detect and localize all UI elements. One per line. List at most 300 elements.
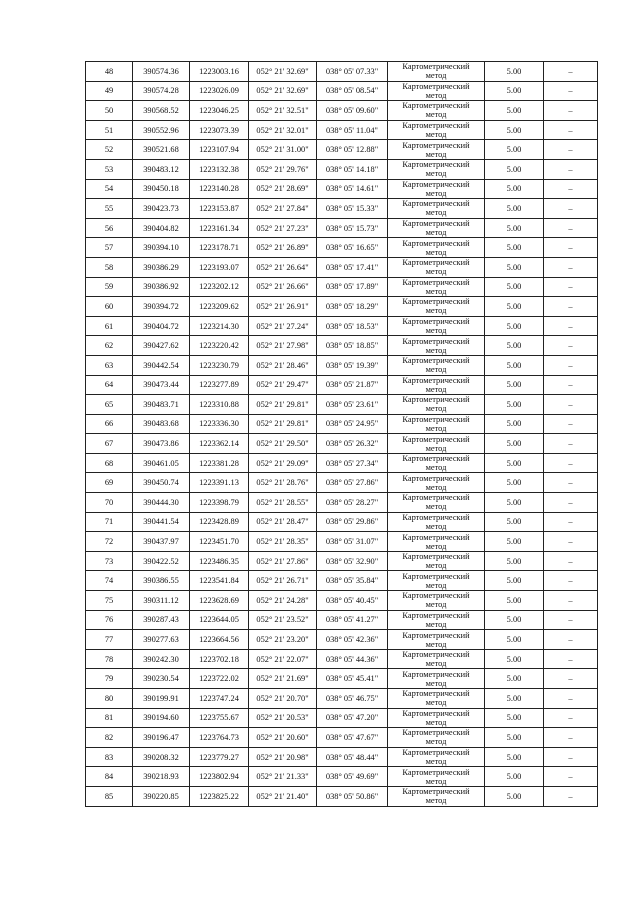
y-coordinate-cell: 1223277.89 bbox=[190, 375, 249, 395]
point-number-cell: 77 bbox=[86, 630, 133, 650]
latitude-cell: 052° 21' 26.64" bbox=[249, 257, 317, 277]
method-label-line1: Картометрический bbox=[402, 199, 470, 209]
method-label-line1: Картометрический bbox=[402, 473, 470, 483]
table-row bbox=[86, 316, 598, 336]
point-number-cell: 59 bbox=[86, 277, 133, 297]
description-cell: – bbox=[544, 81, 598, 101]
method-label-line1: Картометрический bbox=[402, 356, 470, 366]
method-cell bbox=[388, 767, 485, 787]
longitude-cell: 038° 05' 49.69" bbox=[317, 767, 388, 787]
table-row bbox=[86, 257, 598, 277]
accuracy-cell: 5.00 bbox=[485, 120, 544, 140]
table-row bbox=[86, 610, 598, 630]
method-cell bbox=[388, 551, 485, 571]
accuracy-cell: 5.00 bbox=[485, 199, 544, 219]
y-coordinate-cell: 1223779.27 bbox=[190, 747, 249, 767]
longitude-cell: 038° 05' 17.89" bbox=[317, 277, 388, 297]
method-label-line1: Картометрический bbox=[402, 571, 470, 581]
longitude-cell: 038° 05' 31.07" bbox=[317, 532, 388, 552]
x-coordinate-cell: 390574.36 bbox=[133, 62, 190, 82]
method-cell bbox=[388, 395, 485, 415]
y-coordinate-cell: 1223398.79 bbox=[190, 493, 249, 513]
y-coordinate-cell: 1223202.12 bbox=[190, 277, 249, 297]
method-label-line1: Картометрический bbox=[402, 336, 470, 346]
method-label-line1: Картометрический bbox=[402, 238, 470, 248]
method-cell bbox=[388, 238, 485, 258]
table-row bbox=[86, 571, 598, 591]
longitude-cell: 038° 05' 32.90" bbox=[317, 551, 388, 571]
method-label-line2: метод bbox=[425, 267, 447, 277]
method-label-line2: метод bbox=[425, 678, 447, 688]
point-number-cell: 76 bbox=[86, 610, 133, 630]
method-label-line1: Картометрический bbox=[402, 414, 470, 424]
table-row bbox=[86, 512, 598, 532]
table-row bbox=[86, 355, 598, 375]
latitude-cell: 052° 21' 21.40" bbox=[249, 786, 317, 806]
y-coordinate-cell: 1223178.71 bbox=[190, 238, 249, 258]
point-number-cell: 68 bbox=[86, 453, 133, 473]
accuracy-cell: 5.00 bbox=[485, 336, 544, 356]
y-coordinate-cell: 1223486.35 bbox=[190, 551, 249, 571]
method-cell bbox=[388, 199, 485, 219]
accuracy-cell: 5.00 bbox=[485, 571, 544, 591]
description-cell: – bbox=[544, 551, 598, 571]
x-coordinate-cell: 390311.12 bbox=[133, 591, 190, 611]
accuracy-cell: 5.00 bbox=[485, 238, 544, 258]
point-number-cell: 49 bbox=[86, 81, 133, 101]
accuracy-cell: 5.00 bbox=[485, 159, 544, 179]
x-coordinate-cell: 390574.28 bbox=[133, 81, 190, 101]
x-coordinate-cell: 390386.29 bbox=[133, 257, 190, 277]
longitude-cell: 038° 05' 09.60" bbox=[317, 101, 388, 121]
method-label-line2: метод bbox=[425, 384, 447, 394]
latitude-cell: 052° 21' 27.98" bbox=[249, 336, 317, 356]
method-label-line1: Картометрический bbox=[402, 708, 470, 718]
method-label-line2: метод bbox=[425, 659, 447, 669]
y-coordinate-cell: 1223381.28 bbox=[190, 453, 249, 473]
accuracy-cell: 5.00 bbox=[485, 532, 544, 552]
longitude-cell: 038° 05' 41.27" bbox=[317, 610, 388, 630]
accuracy-cell: 5.00 bbox=[485, 551, 544, 571]
longitude-cell: 038° 05' 40.45" bbox=[317, 591, 388, 611]
method-label-line2: метод bbox=[425, 482, 447, 492]
accuracy-cell: 5.00 bbox=[485, 767, 544, 787]
longitude-cell: 038° 05' 18.85" bbox=[317, 336, 388, 356]
point-number-cell: 73 bbox=[86, 551, 133, 571]
accuracy-cell: 5.00 bbox=[485, 649, 544, 669]
longitude-cell: 038° 05' 12.88" bbox=[317, 140, 388, 160]
y-coordinate-cell: 1223107.94 bbox=[190, 140, 249, 160]
method-label-line1: Картометрический bbox=[402, 689, 470, 699]
longitude-cell: 038° 05' 42.36" bbox=[317, 630, 388, 650]
x-coordinate-cell: 390483.12 bbox=[133, 159, 190, 179]
latitude-cell: 052° 21' 28.35" bbox=[249, 532, 317, 552]
longitude-cell: 038° 05' 48.44" bbox=[317, 747, 388, 767]
table-row bbox=[86, 708, 598, 728]
description-cell: – bbox=[544, 159, 598, 179]
latitude-cell: 052° 21' 26.89" bbox=[249, 238, 317, 258]
description-cell: – bbox=[544, 179, 598, 199]
point-number-cell: 67 bbox=[86, 434, 133, 454]
latitude-cell: 052° 21' 20.70" bbox=[249, 689, 317, 709]
description-cell: – bbox=[544, 297, 598, 317]
point-number-cell: 58 bbox=[86, 257, 133, 277]
y-coordinate-cell: 1223214.30 bbox=[190, 316, 249, 336]
x-coordinate-cell: 390422.52 bbox=[133, 551, 190, 571]
y-coordinate-cell: 1223026.09 bbox=[190, 81, 249, 101]
x-coordinate-cell: 390483.68 bbox=[133, 414, 190, 434]
longitude-cell: 038° 05' 46.75" bbox=[317, 689, 388, 709]
description-cell: – bbox=[544, 257, 598, 277]
method-label-line1: Картометрический bbox=[402, 160, 470, 170]
method-cell bbox=[388, 62, 485, 82]
method-cell bbox=[388, 532, 485, 552]
method-label-line1: Картометрический bbox=[402, 62, 470, 72]
method-label-line2: метод bbox=[425, 737, 447, 747]
method-cell bbox=[388, 414, 485, 434]
accuracy-cell: 5.00 bbox=[485, 786, 544, 806]
method-cell bbox=[388, 257, 485, 277]
accuracy-cell: 5.00 bbox=[485, 257, 544, 277]
method-label-line1: Картометрический bbox=[402, 669, 470, 679]
x-coordinate-cell: 390461.05 bbox=[133, 453, 190, 473]
point-number-cell: 69 bbox=[86, 473, 133, 493]
x-coordinate-cell: 390441.54 bbox=[133, 512, 190, 532]
description-cell: – bbox=[544, 728, 598, 748]
method-label-line2: метод bbox=[425, 149, 447, 159]
method-label-line1: Картометрический bbox=[402, 454, 470, 464]
latitude-cell: 052° 21' 27.23" bbox=[249, 218, 317, 238]
description-cell: – bbox=[544, 767, 598, 787]
description-cell: – bbox=[544, 532, 598, 552]
method-cell bbox=[388, 453, 485, 473]
x-coordinate-cell: 390404.82 bbox=[133, 218, 190, 238]
point-number-cell: 72 bbox=[86, 532, 133, 552]
accuracy-cell: 5.00 bbox=[485, 375, 544, 395]
longitude-cell: 038° 05' 15.73" bbox=[317, 218, 388, 238]
description-cell: – bbox=[544, 708, 598, 728]
latitude-cell: 052° 21' 32.01" bbox=[249, 120, 317, 140]
latitude-cell: 052° 21' 27.86" bbox=[249, 551, 317, 571]
table-row bbox=[86, 630, 598, 650]
description-cell: – bbox=[544, 336, 598, 356]
method-cell bbox=[388, 434, 485, 454]
method-label-line2: метод bbox=[425, 600, 447, 610]
y-coordinate-cell: 1223073.39 bbox=[190, 120, 249, 140]
latitude-cell: 052° 21' 29.50" bbox=[249, 434, 317, 454]
latitude-cell: 052° 21' 26.91" bbox=[249, 297, 317, 317]
y-coordinate-cell: 1223825.22 bbox=[190, 786, 249, 806]
table-row bbox=[86, 62, 598, 82]
table-row bbox=[86, 434, 598, 454]
y-coordinate-cell: 1223153.87 bbox=[190, 199, 249, 219]
point-number-cell: 54 bbox=[86, 179, 133, 199]
table-row bbox=[86, 218, 598, 238]
longitude-cell: 038° 05' 29.86" bbox=[317, 512, 388, 532]
accuracy-cell: 5.00 bbox=[485, 277, 544, 297]
description-cell: – bbox=[544, 689, 598, 709]
point-number-cell: 78 bbox=[86, 649, 133, 669]
table-row bbox=[86, 336, 598, 356]
description-cell: – bbox=[544, 630, 598, 650]
point-number-cell: 82 bbox=[86, 728, 133, 748]
y-coordinate-cell: 1223230.79 bbox=[190, 355, 249, 375]
accuracy-cell: 5.00 bbox=[485, 708, 544, 728]
y-coordinate-cell: 1223764.73 bbox=[190, 728, 249, 748]
method-cell bbox=[388, 728, 485, 748]
description-cell: – bbox=[544, 101, 598, 121]
table-row bbox=[86, 532, 598, 552]
x-coordinate-cell: 390483.71 bbox=[133, 395, 190, 415]
accuracy-cell: 5.00 bbox=[485, 689, 544, 709]
method-cell bbox=[388, 120, 485, 140]
method-label-line1: Картометрический bbox=[402, 297, 470, 307]
y-coordinate-cell: 1223336.30 bbox=[190, 414, 249, 434]
description-cell: – bbox=[544, 453, 598, 473]
description-cell: – bbox=[544, 277, 598, 297]
method-label-line2: метод bbox=[425, 698, 447, 708]
method-label-line2: метод bbox=[425, 228, 447, 238]
method-cell bbox=[388, 610, 485, 630]
description-cell: – bbox=[544, 747, 598, 767]
method-cell bbox=[388, 669, 485, 689]
description-cell: – bbox=[544, 375, 598, 395]
method-label-line1: Картометрический bbox=[402, 179, 470, 189]
accuracy-cell: 5.00 bbox=[485, 453, 544, 473]
accuracy-cell: 5.00 bbox=[485, 591, 544, 611]
longitude-cell: 038° 05' 18.29" bbox=[317, 297, 388, 317]
description-cell: – bbox=[544, 218, 598, 238]
description-cell: – bbox=[544, 786, 598, 806]
x-coordinate-cell: 390194.60 bbox=[133, 708, 190, 728]
point-number-cell: 71 bbox=[86, 512, 133, 532]
method-cell bbox=[388, 355, 485, 375]
x-coordinate-cell: 390450.74 bbox=[133, 473, 190, 493]
longitude-cell: 038° 05' 45.41" bbox=[317, 669, 388, 689]
point-number-cell: 53 bbox=[86, 159, 133, 179]
method-label-line1: Картометрический bbox=[402, 121, 470, 131]
description-cell: – bbox=[544, 238, 598, 258]
table-row bbox=[86, 747, 598, 767]
table-row bbox=[86, 669, 598, 689]
x-coordinate-cell: 390242.30 bbox=[133, 649, 190, 669]
latitude-cell: 052° 21' 24.28" bbox=[249, 591, 317, 611]
longitude-cell: 038° 05' 14.61" bbox=[317, 179, 388, 199]
method-label-line2: метод bbox=[425, 306, 447, 316]
point-number-cell: 81 bbox=[86, 708, 133, 728]
latitude-cell: 052° 21' 28.55" bbox=[249, 493, 317, 513]
y-coordinate-cell: 1223132.38 bbox=[190, 159, 249, 179]
y-coordinate-cell: 1223428.89 bbox=[190, 512, 249, 532]
description-cell: – bbox=[544, 140, 598, 160]
longitude-cell: 038° 05' 17.41" bbox=[317, 257, 388, 277]
latitude-cell: 052° 21' 31.00" bbox=[249, 140, 317, 160]
method-cell bbox=[388, 179, 485, 199]
latitude-cell: 052° 21' 32.51" bbox=[249, 101, 317, 121]
y-coordinate-cell: 1223161.34 bbox=[190, 218, 249, 238]
point-number-cell: 85 bbox=[86, 786, 133, 806]
point-number-cell: 50 bbox=[86, 101, 133, 121]
latitude-cell: 052° 21' 28.69" bbox=[249, 179, 317, 199]
latitude-cell: 052° 21' 21.33" bbox=[249, 767, 317, 787]
point-number-cell: 52 bbox=[86, 140, 133, 160]
method-cell bbox=[388, 630, 485, 650]
y-coordinate-cell: 1223722.02 bbox=[190, 669, 249, 689]
coordinates-table bbox=[85, 61, 598, 807]
accuracy-cell: 5.00 bbox=[485, 414, 544, 434]
table-row bbox=[86, 591, 598, 611]
method-label-line1: Картометрический bbox=[402, 140, 470, 150]
point-number-cell: 62 bbox=[86, 336, 133, 356]
latitude-cell: 052° 21' 21.69" bbox=[249, 669, 317, 689]
method-cell bbox=[388, 140, 485, 160]
accuracy-cell: 5.00 bbox=[485, 81, 544, 101]
y-coordinate-cell: 1223209.62 bbox=[190, 297, 249, 317]
longitude-cell: 038° 05' 24.95" bbox=[317, 414, 388, 434]
y-coordinate-cell: 1223755.67 bbox=[190, 708, 249, 728]
longitude-cell: 038° 05' 18.53" bbox=[317, 316, 388, 336]
method-label-line2: метод bbox=[425, 541, 447, 551]
method-cell bbox=[388, 277, 485, 297]
method-label-line1: Картометрический bbox=[402, 748, 470, 758]
x-coordinate-cell: 390552.96 bbox=[133, 120, 190, 140]
longitude-cell: 038° 05' 16.65" bbox=[317, 238, 388, 258]
method-label-line2: метод bbox=[425, 247, 447, 257]
point-number-cell: 79 bbox=[86, 669, 133, 689]
description-cell: – bbox=[544, 571, 598, 591]
method-cell bbox=[388, 473, 485, 493]
method-label-line2: метод bbox=[425, 757, 447, 767]
method-cell bbox=[388, 336, 485, 356]
accuracy-cell: 5.00 bbox=[485, 473, 544, 493]
description-cell: – bbox=[544, 610, 598, 630]
x-coordinate-cell: 390196.47 bbox=[133, 728, 190, 748]
description-cell: – bbox=[544, 473, 598, 493]
x-coordinate-cell: 390394.72 bbox=[133, 297, 190, 317]
longitude-cell: 038° 05' 11.04" bbox=[317, 120, 388, 140]
method-label-line2: метод bbox=[425, 208, 447, 218]
x-coordinate-cell: 390208.32 bbox=[133, 747, 190, 767]
table-row bbox=[86, 238, 598, 258]
method-label-line2: метод bbox=[425, 286, 447, 296]
x-coordinate-cell: 390423.73 bbox=[133, 199, 190, 219]
latitude-cell: 052° 21' 26.71" bbox=[249, 571, 317, 591]
longitude-cell: 038° 05' 07.33" bbox=[317, 62, 388, 82]
point-number-cell: 84 bbox=[86, 767, 133, 787]
method-label-line2: метод bbox=[425, 717, 447, 727]
method-label-line1: Картометрический bbox=[402, 610, 470, 620]
point-number-cell: 55 bbox=[86, 199, 133, 219]
method-cell bbox=[388, 375, 485, 395]
longitude-cell: 038° 05' 14.18" bbox=[317, 159, 388, 179]
latitude-cell: 052° 21' 29.81" bbox=[249, 395, 317, 415]
longitude-cell: 038° 05' 44.36" bbox=[317, 649, 388, 669]
method-cell bbox=[388, 571, 485, 591]
method-label-line1: Картометрический bbox=[402, 101, 470, 111]
description-cell: – bbox=[544, 62, 598, 82]
y-coordinate-cell: 1223451.70 bbox=[190, 532, 249, 552]
latitude-cell: 052° 21' 27.24" bbox=[249, 316, 317, 336]
method-label-line1: Картометрический bbox=[402, 552, 470, 562]
point-number-cell: 74 bbox=[86, 571, 133, 591]
x-coordinate-cell: 390386.55 bbox=[133, 571, 190, 591]
table-row bbox=[86, 453, 598, 473]
method-cell bbox=[388, 747, 485, 767]
method-cell bbox=[388, 689, 485, 709]
table-row bbox=[86, 375, 598, 395]
longitude-cell: 038° 05' 28.27" bbox=[317, 493, 388, 513]
point-number-cell: 75 bbox=[86, 591, 133, 611]
method-label-line1: Картометрический bbox=[402, 219, 470, 229]
method-label-line1: Картометрический bbox=[402, 591, 470, 601]
point-number-cell: 48 bbox=[86, 62, 133, 82]
method-label-line1: Картометрический bbox=[402, 317, 470, 327]
y-coordinate-cell: 1223140.28 bbox=[190, 179, 249, 199]
accuracy-cell: 5.00 bbox=[485, 316, 544, 336]
table-row bbox=[86, 159, 598, 179]
method-label-line2: метод bbox=[425, 619, 447, 629]
method-label-line2: метод bbox=[425, 639, 447, 649]
x-coordinate-cell: 390199.91 bbox=[133, 689, 190, 709]
accuracy-cell: 5.00 bbox=[485, 728, 544, 748]
accuracy-cell: 5.00 bbox=[485, 179, 544, 199]
description-cell: – bbox=[544, 395, 598, 415]
method-label-line2: метод bbox=[425, 423, 447, 433]
method-cell bbox=[388, 649, 485, 669]
description-cell: – bbox=[544, 355, 598, 375]
method-cell bbox=[388, 316, 485, 336]
point-number-cell: 83 bbox=[86, 747, 133, 767]
y-coordinate-cell: 1223046.25 bbox=[190, 101, 249, 121]
latitude-cell: 052° 21' 28.46" bbox=[249, 355, 317, 375]
method-label-line1: Картометрический bbox=[402, 767, 470, 777]
y-coordinate-cell: 1223193.07 bbox=[190, 257, 249, 277]
table-row bbox=[86, 551, 598, 571]
latitude-cell: 052° 21' 20.98" bbox=[249, 747, 317, 767]
longitude-cell: 038° 05' 26.32" bbox=[317, 434, 388, 454]
method-label-line1: Картометрический bbox=[402, 395, 470, 405]
x-coordinate-cell: 390521.68 bbox=[133, 140, 190, 160]
latitude-cell: 052° 21' 32.69" bbox=[249, 81, 317, 101]
accuracy-cell: 5.00 bbox=[485, 62, 544, 82]
method-label-line1: Картометрический bbox=[402, 493, 470, 503]
y-coordinate-cell: 1223220.42 bbox=[190, 336, 249, 356]
method-label-line2: метод bbox=[425, 521, 447, 531]
table-row bbox=[86, 767, 598, 787]
x-coordinate-cell: 390473.86 bbox=[133, 434, 190, 454]
method-label-line2: метод bbox=[425, 71, 447, 81]
x-coordinate-cell: 390287.43 bbox=[133, 610, 190, 630]
method-label-line1: Картометрический bbox=[402, 375, 470, 385]
longitude-cell: 038° 05' 15.33" bbox=[317, 199, 388, 219]
y-coordinate-cell: 1223310.88 bbox=[190, 395, 249, 415]
description-cell: – bbox=[544, 199, 598, 219]
description-cell: – bbox=[544, 120, 598, 140]
y-coordinate-cell: 1223664.56 bbox=[190, 630, 249, 650]
y-coordinate-cell: 1223628.69 bbox=[190, 591, 249, 611]
longitude-cell: 038° 05' 08.54" bbox=[317, 81, 388, 101]
latitude-cell: 052° 21' 29.76" bbox=[249, 159, 317, 179]
table-row bbox=[86, 786, 598, 806]
method-label-line1: Картометрический bbox=[402, 258, 470, 268]
latitude-cell: 052° 21' 28.76" bbox=[249, 473, 317, 493]
table-row bbox=[86, 649, 598, 669]
longitude-cell: 038° 05' 21.87" bbox=[317, 375, 388, 395]
method-label-line2: метод bbox=[425, 463, 447, 473]
method-label-line1: Картометрический bbox=[402, 81, 470, 91]
latitude-cell: 052° 21' 29.47" bbox=[249, 375, 317, 395]
method-cell bbox=[388, 708, 485, 728]
